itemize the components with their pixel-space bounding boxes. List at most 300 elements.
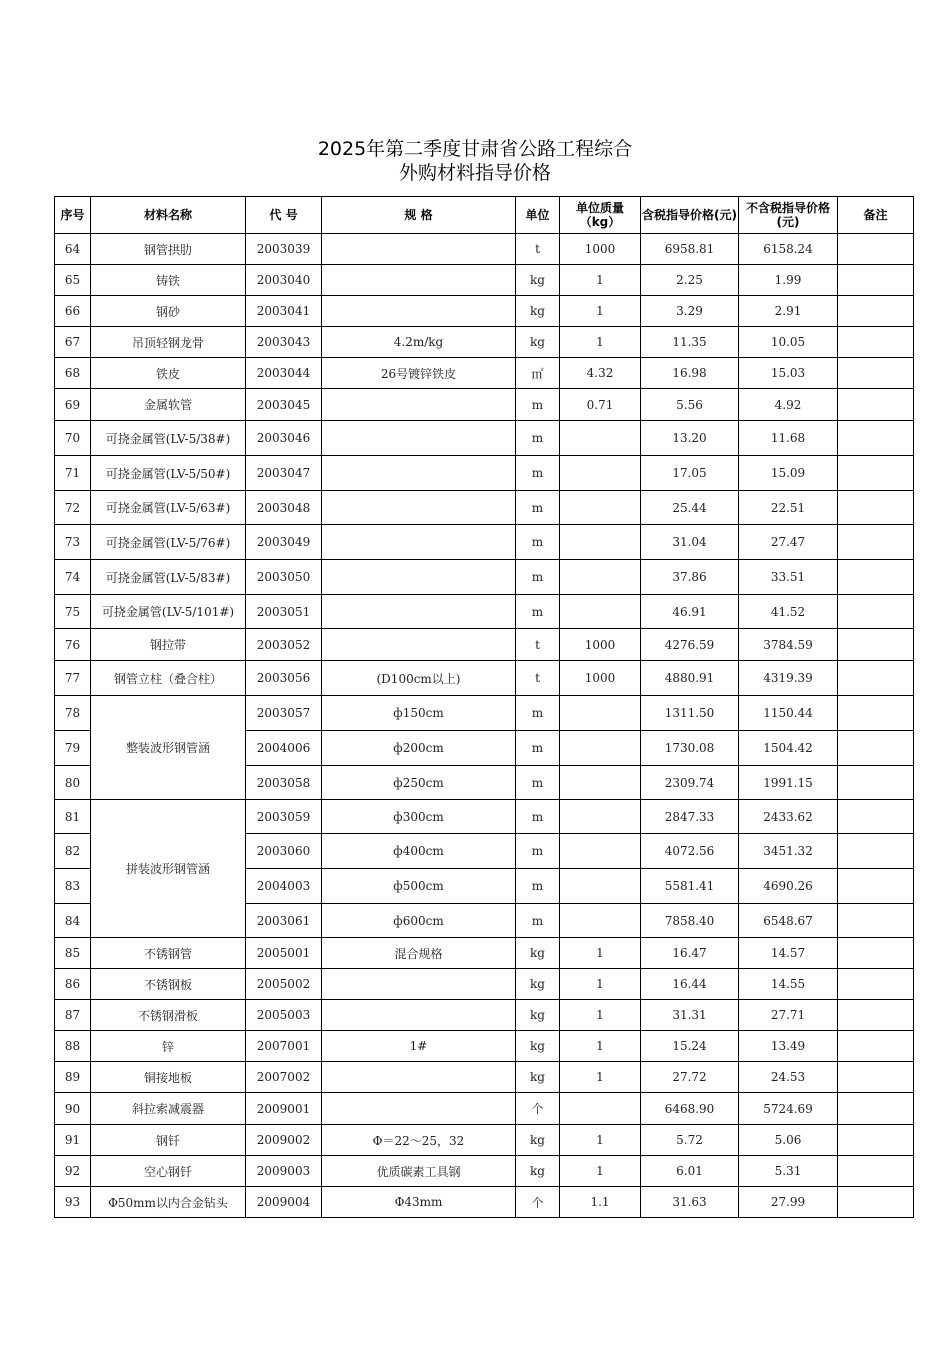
cell-spec: ф400cm <box>322 834 516 869</box>
cell-code: 2003044 <box>246 358 322 389</box>
cell-code: 2004003 <box>246 869 322 904</box>
cell-price-notax: 5.31 <box>739 1156 838 1187</box>
cell-price-notax: 22.51 <box>739 491 838 525</box>
cell-code: 2003059 <box>246 800 322 834</box>
cell-note <box>838 327 914 358</box>
cell-note <box>838 265 914 296</box>
cell-unit: m <box>516 560 560 595</box>
cell-seq: 90 <box>55 1093 91 1125</box>
cell-price-tax: 1311.50 <box>641 696 739 731</box>
cell-price-tax: 4276.59 <box>641 629 739 661</box>
cell-code: 2007002 <box>246 1062 322 1093</box>
table-row <box>55 525 914 560</box>
cell-name: 铸铁 <box>91 265 246 296</box>
table-row <box>55 1125 914 1156</box>
cell-seq: 86 <box>55 969 91 1000</box>
cell-unit: m <box>516 389 560 421</box>
cell-price-notax: 4690.26 <box>739 869 838 904</box>
cell-seq: 64 <box>55 234 91 265</box>
cell-unit: m <box>516 456 560 491</box>
cell-price-notax: 1150.44 <box>739 696 838 731</box>
cell-price-notax: 10.05 <box>739 327 838 358</box>
cell-spec: ф150cm <box>322 696 516 731</box>
cell-seq: 91 <box>55 1125 91 1156</box>
table-row <box>55 1187 914 1218</box>
cell-price-notax: 15.03 <box>739 358 838 389</box>
cell-spec: Φ43mm <box>322 1187 516 1218</box>
cell-unit: ㎡ <box>516 358 560 389</box>
cell-spec <box>322 969 516 1000</box>
cell-mass <box>560 904 641 938</box>
cell-code: 2004006 <box>246 731 322 766</box>
cell-unit: m <box>516 800 560 834</box>
page-title: 2025年第二季度甘肃省公路工程综合 <box>317 138 633 160</box>
cell-price-notax: 27.99 <box>739 1187 838 1218</box>
cell-unit: m <box>516 525 560 560</box>
cell-note <box>838 731 914 766</box>
cell-name: 不锈钢管 <box>91 938 246 969</box>
cell-mass <box>560 525 641 560</box>
cell-name: 铁皮 <box>91 358 246 389</box>
cell-unit: m <box>516 731 560 766</box>
cell-code: 2003040 <box>246 265 322 296</box>
cell-unit: m <box>516 491 560 525</box>
cell-price-notax: 3784.59 <box>739 629 838 661</box>
cell-spec <box>322 1093 516 1125</box>
cell-price-tax: 16.47 <box>641 938 739 969</box>
cell-seq: 82 <box>55 834 91 869</box>
cell-name: 可挠金属管(LV-5/63#) <box>91 491 246 525</box>
cell-spec <box>322 1062 516 1093</box>
cell-code: 2003048 <box>246 491 322 525</box>
cell-price-tax: 31.63 <box>641 1187 739 1218</box>
cell-price-tax: 2.25 <box>641 265 739 296</box>
cell-mass: 1 <box>560 327 641 358</box>
cell-price-notax: 11.68 <box>739 421 838 456</box>
cell-unit: kg <box>516 265 560 296</box>
cell-price-notax: 33.51 <box>739 560 838 595</box>
table-row <box>55 358 914 389</box>
table-row <box>55 629 914 661</box>
cell-mass <box>560 731 641 766</box>
cell-mass <box>560 696 641 731</box>
cell-price-tax: 17.05 <box>641 456 739 491</box>
header-name: 材料名称 <box>91 197 246 234</box>
table-body <box>55 234 914 1218</box>
cell-note <box>838 491 914 525</box>
cell-price-notax: 27.71 <box>739 1000 838 1031</box>
cell-price-tax: 1730.08 <box>641 731 739 766</box>
cell-spec <box>322 1000 516 1031</box>
cell-note <box>838 560 914 595</box>
cell-unit: kg <box>516 1125 560 1156</box>
cell-spec: Φ＝22～25，32 <box>322 1125 516 1156</box>
cell-note <box>838 800 914 834</box>
cell-price-notax: 5724.69 <box>739 1093 838 1125</box>
cell-spec <box>322 491 516 525</box>
cell-spec <box>322 234 516 265</box>
cell-note <box>838 766 914 800</box>
cell-code: 2009003 <box>246 1156 322 1187</box>
cell-mass: 1 <box>560 1125 641 1156</box>
cell-name: 铜接地板 <box>91 1062 246 1093</box>
cell-code: 2003061 <box>246 904 322 938</box>
cell-code: 2009004 <box>246 1187 322 1218</box>
cell-price-tax: 5581.41 <box>641 869 739 904</box>
cell-unit: kg <box>516 969 560 1000</box>
table-row <box>55 1156 914 1187</box>
cell-note <box>838 389 914 421</box>
table-row <box>55 938 914 969</box>
cell-unit: 个 <box>516 1187 560 1218</box>
cell-name: 金属软管 <box>91 389 246 421</box>
cell-name: 可挠金属管(LV-5/76#) <box>91 525 246 560</box>
cell-price-tax: 16.44 <box>641 969 739 1000</box>
cell-code: 2009002 <box>246 1125 322 1156</box>
cell-price-tax: 4072.56 <box>641 834 739 869</box>
cell-code: 2005001 <box>246 938 322 969</box>
cell-price-notax: 3451.32 <box>739 834 838 869</box>
cell-code: 2003039 <box>246 234 322 265</box>
cell-note <box>838 661 914 696</box>
table-row <box>55 1031 914 1062</box>
cell-price-tax: 37.86 <box>641 560 739 595</box>
cell-seq: 75 <box>55 595 91 629</box>
cell-price-tax: 3.29 <box>641 296 739 327</box>
cell-spec <box>322 456 516 491</box>
cell-name: 钢管立柱（叠合柱） <box>91 661 246 696</box>
cell-note <box>838 834 914 869</box>
cell-unit: t <box>516 629 560 661</box>
cell-note <box>838 969 914 1000</box>
cell-name: 斜拉索减震器 <box>91 1093 246 1125</box>
cell-price-notax: 15.09 <box>739 456 838 491</box>
header-row <box>55 197 914 234</box>
cell-name: 可挠金属管(LV-5/38#) <box>91 421 246 456</box>
cell-unit: kg <box>516 1031 560 1062</box>
cell-name: 钢拉带 <box>91 629 246 661</box>
cell-mass <box>560 869 641 904</box>
cell-mass: 1 <box>560 1000 641 1031</box>
table-row <box>55 265 914 296</box>
cell-code: 2005002 <box>246 969 322 1000</box>
cell-name: 可挠金属管(LV-5/50#) <box>91 456 246 491</box>
cell-price-notax: 2433.62 <box>739 800 838 834</box>
cell-spec: 混合规格 <box>322 938 516 969</box>
cell-mass <box>560 456 641 491</box>
cell-unit: kg <box>516 1156 560 1187</box>
cell-code: 2007001 <box>246 1031 322 1062</box>
table-row <box>55 1062 914 1093</box>
cell-seq: 71 <box>55 456 91 491</box>
cell-unit: kg <box>516 1062 560 1093</box>
cell-seq: 84 <box>55 904 91 938</box>
cell-mass <box>560 595 641 629</box>
header-seq: 序号 <box>55 197 91 234</box>
cell-seq: 80 <box>55 766 91 800</box>
table-row <box>55 969 914 1000</box>
cell-price-tax: 6.01 <box>641 1156 739 1187</box>
header-note: 备注 <box>838 197 914 234</box>
cell-mass: 1 <box>560 296 641 327</box>
cell-price-notax: 1991.15 <box>739 766 838 800</box>
cell-mass: 0.71 <box>560 389 641 421</box>
cell-price-tax: 7858.40 <box>641 904 739 938</box>
cell-code: 2005003 <box>246 1000 322 1031</box>
cell-price-notax: 4.92 <box>739 389 838 421</box>
cell-code: 2003043 <box>246 327 322 358</box>
cell-seq: 70 <box>55 421 91 456</box>
cell-code: 2003052 <box>246 629 322 661</box>
cell-name: 钢管拱肋 <box>91 234 246 265</box>
cell-code: 2003041 <box>246 296 322 327</box>
cell-note <box>838 595 914 629</box>
cell-price-notax: 27.47 <box>739 525 838 560</box>
header-unit: 单位 <box>516 197 560 234</box>
cell-unit: m <box>516 696 560 731</box>
cell-seq: 93 <box>55 1187 91 1218</box>
cell-mass: 1 <box>560 969 641 1000</box>
cell-price-tax: 31.31 <box>641 1000 739 1031</box>
cell-spec <box>322 389 516 421</box>
header-spec: 规 格 <box>322 197 516 234</box>
cell-seq: 69 <box>55 389 91 421</box>
header-price-notax: 不含税指导价格(元) <box>739 197 838 234</box>
table-row <box>55 696 914 731</box>
table-row <box>55 389 914 421</box>
cell-note <box>838 525 914 560</box>
cell-price-tax: 6468.90 <box>641 1093 739 1125</box>
cell-name: Φ50mm以内合金钻头 <box>91 1187 246 1218</box>
cell-unit: kg <box>516 1000 560 1031</box>
cell-price-tax: 5.72 <box>641 1125 739 1156</box>
cell-unit: t <box>516 661 560 696</box>
cell-note <box>838 1031 914 1062</box>
cell-name: 钢砂 <box>91 296 246 327</box>
cell-seq: 67 <box>55 327 91 358</box>
cell-price-tax: 15.24 <box>641 1031 739 1062</box>
cell-price-notax: 5.06 <box>739 1125 838 1156</box>
cell-mass <box>560 834 641 869</box>
cell-mass: 1.1 <box>560 1187 641 1218</box>
table-row <box>55 800 914 834</box>
cell-code: 2003058 <box>246 766 322 800</box>
cell-note <box>838 1093 914 1125</box>
cell-mass: 1000 <box>560 234 641 265</box>
table-row <box>55 560 914 595</box>
cell-note <box>838 1062 914 1093</box>
cell-note <box>838 938 914 969</box>
cell-seq: 88 <box>55 1031 91 1062</box>
page-subtitle: 外购材料指导价格 <box>398 162 551 184</box>
cell-mass: 1 <box>560 1156 641 1187</box>
table-row <box>55 661 914 696</box>
table-row <box>55 234 914 265</box>
cell-mass <box>560 491 641 525</box>
cell-unit: 个 <box>516 1093 560 1125</box>
cell-price-tax: 2847.33 <box>641 800 739 834</box>
cell-price-notax: 1504.42 <box>739 731 838 766</box>
cell-price-tax: 13.20 <box>641 421 739 456</box>
cell-seq: 68 <box>55 358 91 389</box>
cell-note <box>838 358 914 389</box>
cell-spec: 1# <box>322 1031 516 1062</box>
cell-note <box>838 904 914 938</box>
cell-unit: kg <box>516 327 560 358</box>
cell-name: 可挠金属管(LV-5/101#) <box>91 595 246 629</box>
cell-price-notax: 14.55 <box>739 969 838 1000</box>
cell-price-tax: 11.35 <box>641 327 739 358</box>
cell-price-notax: 41.52 <box>739 595 838 629</box>
cell-spec <box>322 525 516 560</box>
cell-note <box>838 1187 914 1218</box>
cell-seq: 65 <box>55 265 91 296</box>
cell-code: 2003049 <box>246 525 322 560</box>
cell-spec: 优质碳素工具钢 <box>322 1156 516 1187</box>
table-row <box>55 421 914 456</box>
cell-spec <box>322 296 516 327</box>
table-row <box>55 595 914 629</box>
cell-spec: ф250cm <box>322 766 516 800</box>
cell-mass: 4.32 <box>560 358 641 389</box>
cell-code: 2003057 <box>246 696 322 731</box>
cell-mass: 1 <box>560 1062 641 1093</box>
cell-price-tax: 2309.74 <box>641 766 739 800</box>
cell-note <box>838 1000 914 1031</box>
cell-code: 2003045 <box>246 389 322 421</box>
cell-seq: 87 <box>55 1000 91 1031</box>
header-price-tax: 含税指导价格(元) <box>641 197 739 234</box>
cell-price-tax: 31.04 <box>641 525 739 560</box>
cell-name: 拼装波形钢管涵 <box>91 800 246 938</box>
cell-name: 不锈钢滑板 <box>91 1000 246 1031</box>
cell-unit: kg <box>516 296 560 327</box>
cell-price-notax: 4319.39 <box>739 661 838 696</box>
cell-mass: 1 <box>560 265 641 296</box>
cell-spec <box>322 595 516 629</box>
cell-spec: ф500cm <box>322 869 516 904</box>
cell-unit: kg <box>516 938 560 969</box>
table-row <box>55 456 914 491</box>
cell-unit: m <box>516 904 560 938</box>
cell-code: 2003046 <box>246 421 322 456</box>
cell-name: 整装波形钢管涵 <box>91 696 246 800</box>
cell-note <box>838 1125 914 1156</box>
table-row <box>55 491 914 525</box>
cell-note <box>838 456 914 491</box>
cell-note <box>838 421 914 456</box>
table-row <box>55 296 914 327</box>
cell-name: 锌 <box>91 1031 246 1062</box>
cell-seq: 79 <box>55 731 91 766</box>
cell-code: 2009001 <box>246 1093 322 1125</box>
cell-mass <box>560 800 641 834</box>
price-table <box>54 196 914 1218</box>
cell-mass <box>560 1093 641 1125</box>
cell-spec: (D100cm以上) <box>322 661 516 696</box>
cell-unit: m <box>516 766 560 800</box>
cell-seq: 78 <box>55 696 91 731</box>
cell-price-tax: 16.98 <box>641 358 739 389</box>
cell-price-tax: 6958.81 <box>641 234 739 265</box>
cell-price-notax: 14.57 <box>739 938 838 969</box>
cell-mass <box>560 421 641 456</box>
cell-note <box>838 1156 914 1187</box>
cell-code: 2003047 <box>246 456 322 491</box>
cell-seq: 83 <box>55 869 91 904</box>
cell-unit: m <box>516 869 560 904</box>
cell-seq: 89 <box>55 1062 91 1093</box>
cell-note <box>838 696 914 731</box>
cell-mass: 1000 <box>560 629 641 661</box>
cell-price-notax: 24.53 <box>739 1062 838 1093</box>
cell-spec: ф600cm <box>322 904 516 938</box>
cell-seq: 85 <box>55 938 91 969</box>
cell-seq: 77 <box>55 661 91 696</box>
cell-note <box>838 234 914 265</box>
cell-price-notax: 1.99 <box>739 265 838 296</box>
cell-name: 空心钢钎 <box>91 1156 246 1187</box>
cell-price-notax: 6548.67 <box>739 904 838 938</box>
cell-seq: 73 <box>55 525 91 560</box>
cell-mass <box>560 560 641 595</box>
cell-name: 可挠金属管(LV-5/83#) <box>91 560 246 595</box>
cell-note <box>838 869 914 904</box>
cell-code: 2003051 <box>246 595 322 629</box>
cell-price-notax: 13.49 <box>739 1031 838 1062</box>
cell-price-notax: 6158.24 <box>739 234 838 265</box>
cell-price-tax: 25.44 <box>641 491 739 525</box>
cell-mass: 1 <box>560 938 641 969</box>
cell-spec <box>322 265 516 296</box>
cell-name: 吊顶轻钢龙骨 <box>91 327 246 358</box>
cell-mass <box>560 766 641 800</box>
cell-unit: t <box>516 234 560 265</box>
cell-spec: ф300cm <box>322 800 516 834</box>
cell-seq: 92 <box>55 1156 91 1187</box>
cell-mass: 1 <box>560 1031 641 1062</box>
cell-seq: 74 <box>55 560 91 595</box>
header-code: 代 号 <box>246 197 322 234</box>
cell-name: 钢钎 <box>91 1125 246 1156</box>
cell-spec: 26号镀锌铁皮 <box>322 358 516 389</box>
table-row <box>55 1093 914 1125</box>
cell-spec: 4.2m/kg <box>322 327 516 358</box>
cell-mass: 1000 <box>560 661 641 696</box>
cell-spec: ф200cm <box>322 731 516 766</box>
cell-spec <box>322 421 516 456</box>
cell-note <box>838 296 914 327</box>
cell-code: 2003056 <box>246 661 322 696</box>
cell-unit: m <box>516 421 560 456</box>
cell-unit: m <box>516 595 560 629</box>
cell-unit: m <box>516 834 560 869</box>
cell-seq: 72 <box>55 491 91 525</box>
cell-price-tax: 5.56 <box>641 389 739 421</box>
cell-price-notax: 2.91 <box>739 296 838 327</box>
cell-code: 2003050 <box>246 560 322 595</box>
table-row <box>55 1000 914 1031</box>
header-mass: 单位质量（kg） <box>560 197 641 234</box>
cell-price-tax: 46.91 <box>641 595 739 629</box>
cell-spec <box>322 560 516 595</box>
cell-code: 2003060 <box>246 834 322 869</box>
cell-spec <box>322 629 516 661</box>
table-row <box>55 327 914 358</box>
cell-name: 不锈钢板 <box>91 969 246 1000</box>
cell-seq: 66 <box>55 296 91 327</box>
cell-price-tax: 4880.91 <box>641 661 739 696</box>
